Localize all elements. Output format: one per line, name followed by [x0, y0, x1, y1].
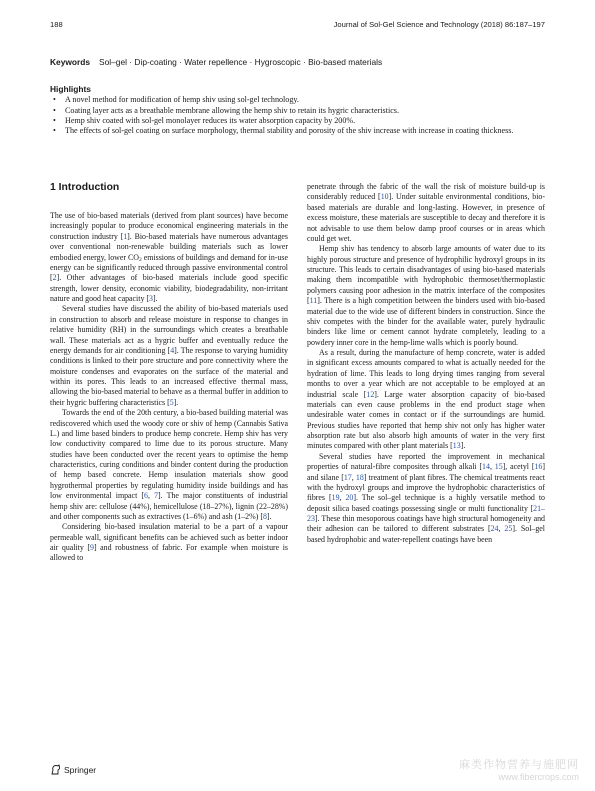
- citation-link[interactable]: 10: [380, 192, 389, 202]
- highlight-text: Hemp shiv coated with sol-gel monolayer reduces its water absorption capacity by 200%.: [65, 115, 356, 125]
- citation-link[interactable]: 7: [154, 491, 159, 501]
- publisher-logo: [50, 764, 96, 775]
- highlight-item: [50, 95, 550, 105]
- highlights-block: [50, 84, 550, 136]
- highlight-item: [50, 116, 550, 126]
- highlight-text: Coating layer acts as a breathable membrane allowing the hemp shiv to retain its hygric characteristics.: [65, 105, 399, 115]
- text-run: Several studies have reported the improvement in mechanical properties of natural-fibre composites through alkali [: [307, 451, 545, 472]
- text-run: The use of bio-based materials (derived from plant sources) have become increasingly popular to produce economical engineering materials in the construction industry [: [50, 211, 288, 241]
- citation-link[interactable]: 1: [123, 231, 128, 241]
- text-run: ]. Large water absorption capacity of bio-based materials can even cause problems in the end product stage when undesirable water comes in contact or if the surroundings are humid. Previous studies have reported that hemp shiv not only has higher water absorption rate but also absorb high amounts of water in the very first minutes compared with other plant materials [: [307, 389, 545, 451]
- citation-link[interactable]: 5: [169, 397, 174, 407]
- bullet-icon: •: [53, 105, 56, 115]
- citation-link[interactable]: 24: [490, 524, 499, 534]
- subscript: 2: [139, 256, 142, 263]
- citation-link[interactable]: 20: [345, 493, 354, 503]
- text-run: ,: [351, 472, 356, 482]
- keywords-text: Sol–gel · Dip-coating · Water repellence · Hygroscopic · Bio-based materials: [99, 57, 383, 67]
- body-paragraph: [50, 408, 288, 522]
- text-run: ]. Other advantages of bio-based materials include good specific strength, lower density, economic viability, biodegradability, non-irritant nature and good heat capacity [: [50, 273, 288, 303]
- text-run: ] and silane [: [307, 462, 545, 482]
- springer-horse-icon: [50, 764, 61, 775]
- body-paragraph: [50, 304, 288, 408]
- left-column: [50, 182, 288, 564]
- citation-link[interactable]: 19: [331, 493, 340, 503]
- right-column: [307, 182, 545, 545]
- text-run: ] and robustness of fabric. For example when moisture is allowed to: [50, 543, 288, 563]
- citation-link[interactable]: 14: [482, 462, 490, 472]
- section-heading: 1 Introduction: [50, 182, 120, 193]
- text-run: Hemp shiv has tendency to absorb large amounts of water due to its highly porous structure and presence of hydrophilic hydroxyl groups in its structure. This leads to certain disadvantages of using bio-based materials making them incompatible with hydrophobic thermoset/thermoplastic polymers causing poor adhesion in the matrix interface of the composites [: [307, 244, 545, 306]
- right-column-body: [307, 182, 545, 545]
- citation-link[interactable]: 15: [494, 462, 503, 472]
- highlight-item: [50, 126, 550, 136]
- body-paragraph: [307, 182, 545, 244]
- text-run: ].: [152, 294, 158, 303]
- left-column-body: [50, 211, 288, 564]
- citation-link[interactable]: 17: [343, 472, 352, 482]
- text-run: ] treatment of plant fibres. The chemical treatments react with the hydroxyl groups and improve the hydrophobic characteristics of fibres [: [307, 472, 546, 503]
- running-head: Journal of Sol-Gel Science and Technology (2018) 86:187–197: [333, 20, 545, 29]
- highlight-text: A novel method for modification of hemp shiv using sol-gel technology.: [65, 95, 299, 105]
- watermark: [459, 759, 579, 783]
- citation-link[interactable]: 2: [52, 273, 57, 283]
- highlights-list: [50, 95, 550, 136]
- text-run: emissions of buildings and demand for in-use energy can be significantly reduced through passive environmental control [: [50, 252, 288, 283]
- citation-link[interactable]: 16: [534, 462, 543, 472]
- text-run: Several studies have discussed the ability of bio-based materials used in construction to absorb and release moisture in response to changes in relative humidity (RH) in the surroundings which creates a breathable wall. These materials act as a hygric buffer and eventually reduce the energy demands for air conditioning [: [50, 304, 288, 355]
- text-run: ]. Under suitable environmental conditions, bio-based materials are durable and long-lasting. However, in presence of excess moisture, these materials are susceptible to decay and therefore it is not advisable to use them below damp proof courses or in areas which could get wet.: [307, 192, 545, 243]
- body-paragraph: [307, 244, 545, 348]
- text-run: ]. These thin mesoporous coatings have high structural homogeneity and their adhesion can be tailored to different substrates [: [307, 514, 545, 534]
- text-run: penetrate through the fabric of the wall the risk of moisture build-up is considerably reduced [: [307, 182, 545, 202]
- citation-link[interactable]: 13: [452, 441, 461, 451]
- citation-link[interactable]: 12: [366, 389, 375, 399]
- highlight-item: [50, 106, 550, 116]
- text-run: ]. Sol–gel based hydrophobic and water-repellent coatings have been: [307, 524, 546, 544]
- text-run: ]. There is a high competition between the binders used with bio-based material due to the wide use of different binders in construction. Since the shiv competes with the binder for the available water, purely hydraulic binders like lime or cement cannot hydrate completely, leading to a powdery inner core in the hemp-lime walls which is poorly bound.: [307, 296, 545, 347]
- text-run: ]. Bio-based materials have numerous advantages over conventional non-renewable building materials such as lower embodied energy, lower CO: [50, 231, 288, 262]
- text-run: ].: [173, 397, 179, 407]
- watermark-title: 麻类作物营养与施肥网: [459, 759, 579, 771]
- text-run: Towards the end of the 20th century, a bio-based building material was rediscovered which used the woody core or shiv of hemp (Cannabis Sativa L.) and lime based binders to produce hemp concrete. Hemp shiv has very low conductivity compared to lime due to its porous structure. Many studies have been conducted over the recent years to optimise the hemp characteristics, curing conditions and binder content during the production of hemp based concrete. Hemp insulation materials show good hygrothermal properties by regulating humidity inside buildings and has low environmental impact [: [50, 408, 288, 501]
- body-paragraph: [307, 348, 545, 452]
- text-run: ], acetyl [: [502, 462, 535, 472]
- body-paragraph: [50, 211, 288, 304]
- text-run: ].: [266, 511, 272, 521]
- citation-link[interactable]: 9: [90, 543, 94, 552]
- text-run: ,: [498, 524, 505, 534]
- text-run: ,: [489, 462, 495, 472]
- text-run: ].: [460, 441, 466, 451]
- bullet-icon: •: [53, 115, 56, 125]
- publisher-name: Springer: [64, 764, 97, 775]
- keywords-label: Keywords: [50, 57, 91, 67]
- citation-link[interactable]: 8: [262, 511, 267, 521]
- citation-link[interactable]: 11: [309, 296, 318, 306]
- text-run: As a result, during the manufacture of hemp concrete, water is added in significant excess amounts compared to what is actually needed for the hydration of lime. This leads to long drying times ranging from several months to over a year which are not acceptable to be employed at an industrial scale [: [307, 348, 545, 399]
- text-run: ,: [339, 493, 346, 503]
- text-run: ,: [147, 491, 155, 501]
- highlights-title: Highlights: [50, 84, 91, 94]
- citation-link[interactable]: 3: [149, 294, 153, 303]
- citation-link[interactable]: 18: [355, 472, 364, 482]
- text-run: ]. The sol–gel technique is a highly versatile method to deposit silica based coatings possessing single or multi functionality [: [307, 493, 545, 513]
- watermark-url: www.fibercrops.com: [498, 772, 579, 782]
- body-paragraph: [50, 522, 288, 564]
- text-run: Considering bio-based insulation material to be a part of a vapour permeable wall, significant benefits can be achieved such as better indoor air quality [: [50, 522, 288, 552]
- page-number: 188: [50, 20, 63, 29]
- citation-link[interactable]: 25: [504, 524, 513, 534]
- citation-link[interactable]: 4: [170, 345, 175, 355]
- citation-link[interactable]: 21–23: [307, 503, 545, 523]
- bullet-icon: •: [53, 95, 56, 105]
- citation-link[interactable]: 6: [144, 491, 148, 501]
- keywords-line: [50, 57, 550, 67]
- text-run: ]. The response to varying humidity conditions is linked to their pore structure and pore connectivity where the moisture condenses and evaporates on the surface of the material and within its pores. This leads to an increased effective thermal mass, allowing the bio-based material to behave as a thermal buffer in addition to their hygric buffering characteristics [: [50, 345, 288, 407]
- bullet-icon: •: [53, 126, 56, 136]
- highlight-text: The effects of sol-gel coating on surface morphology, thermal stability and porosity of the shiv increase with increase in coating thickness.: [65, 126, 514, 136]
- body-paragraph: [307, 452, 545, 545]
- text-run: ]. The major constituents of industrial hemp shiv are: cellulose (44%), hemicellulose (18–27%), lignin (22–28%) and other components such as extractives (1–6%) and ash (1–2%) [: [50, 491, 288, 521]
